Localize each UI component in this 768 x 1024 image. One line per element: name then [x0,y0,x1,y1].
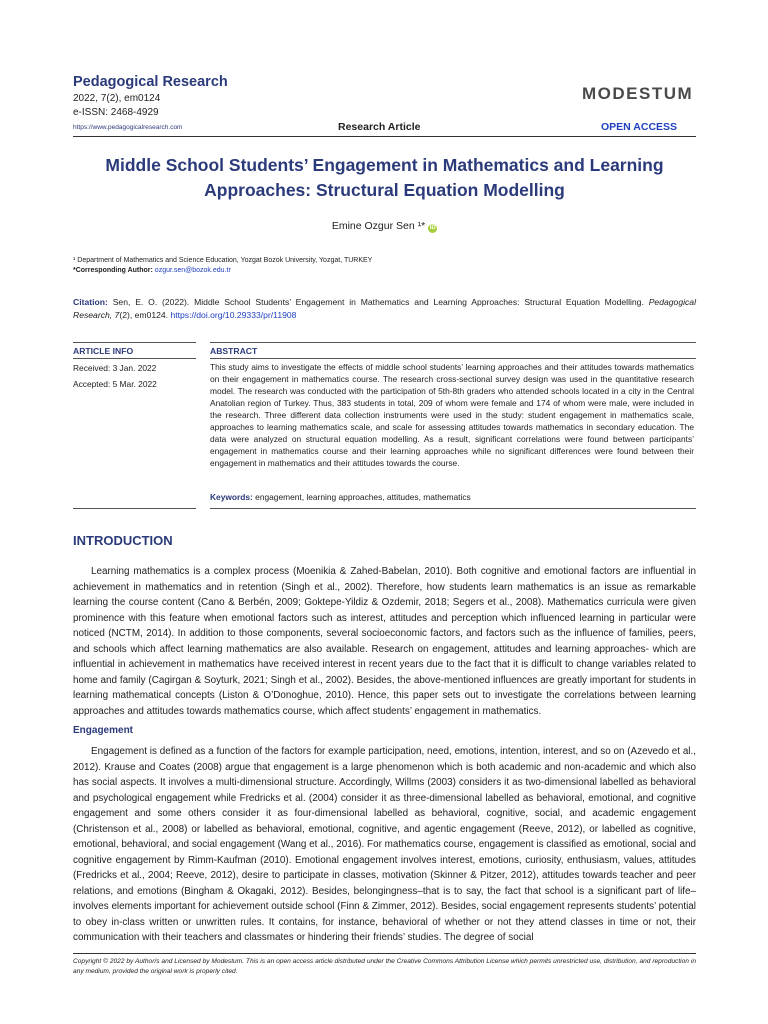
keywords-label: Keywords: [210,492,253,502]
abstract-top-rule [210,342,696,343]
citation-journal: Pedagogical Research, 7 [73,297,696,320]
author-line [73,220,696,233]
journal-name[interactable]: Pedagogical Research [73,74,228,90]
citation-issue: (2), em0124. [119,310,169,320]
accepted-date: Accepted: 5 Mar. 2022 [73,379,157,389]
received-date: Received: 3 Jan. 2022 [73,363,157,373]
citation-text: Sen, E. O. (2022). Middle School Students’ Engagement in Mathematics and Learning Approaches: Structural Equation Modelling. [112,297,644,307]
article-info-top-rule [73,342,196,343]
article-info-heading: ARTICLE INFO [73,346,134,356]
issn-line: e-ISSN: 2468-4929 [73,107,159,118]
header-divider [73,136,696,137]
article-type: Research Article [338,121,421,133]
citation-label: Citation: [73,297,108,307]
volume-line: 2022, 7(2), em0124 [73,93,161,104]
orcid-icon[interactable]: iD [429,225,436,231]
abstract-sub-rule [210,358,696,359]
corresponding-email-link[interactable]: ozgur.sen@bozok.edu.tr [154,267,231,274]
open-access-badge: OPEN ACCESS [601,121,678,133]
affiliation: ¹ Department of Mathematics and Science Education, Yozgat Bozok University, Yozgat, TURKEY [73,257,373,264]
keywords-list: engagement, learning approaches, attitudes, mathematics [255,492,471,502]
corresponding-label: *Corresponding Author: [73,267,153,274]
abstract-bottom-rule [210,508,696,509]
footer-divider [73,953,696,954]
keywords-line [210,492,471,502]
author-name: Emine Ozgur Sen ¹* [331,220,426,232]
copyright-footer: Copyright © 2022 by Author/s and Licensed by Modestum. This is an open access article distributed under the Creative Commons Attribution License which permits unrestricted use, distribution, and reproduction in any medium, provided the original work is properly cited. [73,958,696,975]
abstract-heading: ABSTRACT [210,346,258,356]
journal-url-link[interactable]: https://www.pedagogicalresearch.com [73,124,183,131]
corresponding-author [73,267,231,274]
title-line-1: Middle School Students’ Engagement in Mathematics and Learning [105,155,664,175]
article-info-bottom-rule [73,508,196,509]
citation-block [73,296,696,322]
engagement-paragraph: Engagement is defined as a function of the factors for example participation, need, emotions, intention, interest, and so on (Azevedo et al., 2012). Krause and Coates (2008) argue that engagement is a large phenomenon which is both academic and non-academic and which also has social aspects. It involves a multi-dimensional structure. Accordingly, Willms (2003) considers it as two-dimensional labelled as behavioral and psychological engagement while Fredricks et al. (2004) consider it as three-dimensional labelled as behavioral, emotional, and cognitive engagement and some others consider it as four-dimensional labelled as behavioral, cognitive, social, and academic engagement (Christenson et al., 2008) or labelled as behavioral, emotional, cognitive, and agentic engagement (Reeve, 2012), or labelled as cognitive, emotional, behavioral, and social engagement (Wang et al., 2016). For mathematics course, engagement is classified as emotional, social and cognitive engagement by Rimm-Kaufman (2010). Emotional engagement involves interest, emotions, curiosity, enthusiasm, values, attitudes (Fredricks et al., 2004; Reeve, 2012), desire to participate in classes, motivation (Skinner & Pitzer, 2012), attitudes towards teacher and peer relations, and emotions (Bingham & Okagaki, 2012). Besides, belongingness–that is to say, the fact that school is a significant part of life–involves elements important for achievement outside school (Finn & Zimmer, 2012). Besides, social engagement represents students’ potential to obey in-class written or unwritten rules. It contains, for instance, behavioral of whether or not they attend classes in time or not, their communication with their teachers and classmates or hindering their friends’ studies. The degree of social [73,746,696,943]
citation-doi-link[interactable]: https://doi.org/10.29333/pr/11908 [170,310,297,320]
abstract-text: This study aims to investigate the effects of middle school students’ learning approaches and their attitudes towards mathematics on their engagement in mathematics course. The research cross-sectional survey design was used in the quantitative research model. The research was conducted with the participation of 5th-8th graders who attended schools located in a city in the Central Anatolian region of Turkey. Thus, 383 students in total, 209 of whom were female and 174 of whom were male, were included in the research. Three different data collection instruments were used in the study: student engagement in mathematics scale, approaches to learning mathematics scale, and scale for assessing attitudes towards mathematics in secondary education. The data were analyzed on structural equation modelling. As a result, significant correlations were found between participants’ engagement in mathematics course and their learning approaches while no significant differences were found between their engagement in mathematics and their attitudes towards the course. [210,362,694,468]
engagement-heading: Engagement [73,725,134,736]
title-line-2: Approaches: Structural Equation Modelling [204,180,565,200]
publisher-logo: MODESTUM [582,84,694,103]
article-title [73,153,696,203]
introduction-heading: INTRODUCTION [73,533,173,548]
introduction-paragraph: Learning mathematics is a complex process (Moenikia & Zahed-Babelan, 2010). Both cognitive and emotional factors are influential in achievement in mathematics and in retention (Singh et al., 2002). Therefore, how students learn mathematics is an issue as remarkable learning the course content (Cano & Berbén, 2009; Goktepe-Yildiz & Ozdemir, 2018; Segers et al., 2008). Mathematics curricula were given prominence with this feature when emotional factors such as interest, attitudes and perception which influenced learning in particular were noticed (NCTM, 2014). In addition to those components, several socioeconomic factors, and factors such as the influence of families, peers, and schools which affect learning mathematics are also available. Research on engagement, attitudes and learning approaches- which are influential in achievement in mathematics have received interest in recent years due to the fact that it is difficult to change variables related to home and family (Cagirgan & Soyturk, 2021; Singh et al., 2002). Besides, the above-mentioned influences are greatly important for students in learning mathematical concepts (Liston & O’Donoghue, 2010). Hence, this paper sets out to investigate the correlations between learning approaches and attitudes towards mathematics course, which affect students’ engagement in mathematics. [73,566,696,717]
article-info-sub-rule [73,358,196,359]
